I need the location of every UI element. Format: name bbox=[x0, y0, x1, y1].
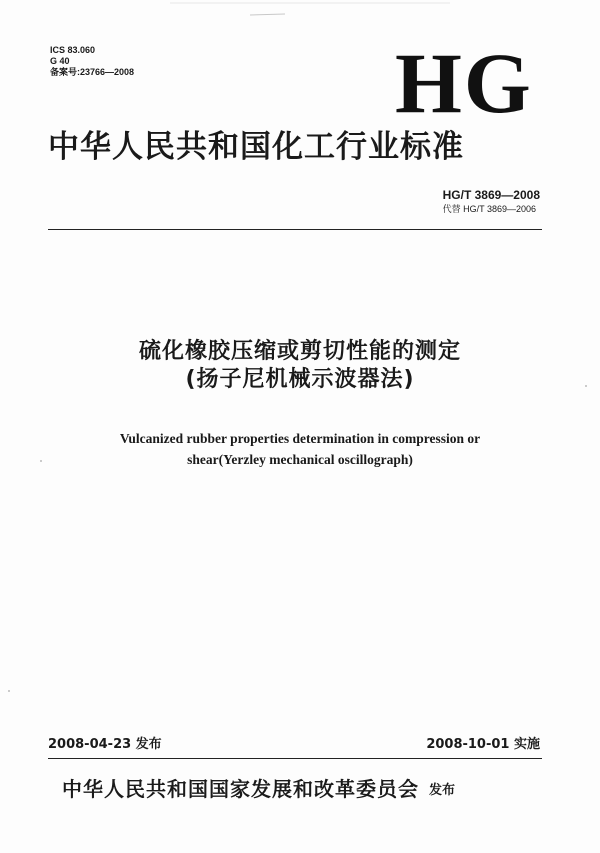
filing-number: 备案号:23766—2008 bbox=[50, 67, 135, 77]
classification-code: G 40 bbox=[50, 56, 70, 66]
english-title bbox=[0, 428, 600, 470]
scan-speck bbox=[8, 690, 10, 692]
effective-date: 2008-10-01 实施 bbox=[426, 737, 540, 752]
standard-title: 中华人民共和国化工行业标准 bbox=[48, 129, 464, 165]
chinese-title-line2: (扬子尼机械示波器法) bbox=[185, 367, 415, 392]
publisher bbox=[62, 776, 455, 804]
standard-code-block bbox=[443, 187, 540, 215]
replaces-code: 代替 HG/T 3869—2006 bbox=[442, 204, 536, 214]
hg-logo: HG bbox=[395, 35, 533, 131]
publisher-suffix: 发布 bbox=[429, 783, 456, 798]
issue-date: 2008-04-23 发布 bbox=[48, 737, 162, 752]
standard-code: HG/T 3869—2008 bbox=[442, 188, 540, 202]
ics-code: ICS 83.060 bbox=[50, 45, 96, 55]
publisher-name: 中华人民共和国国家发展和改革委员会 bbox=[62, 777, 419, 801]
chinese-title-line1: 硫化橡胶压缩或剪切性能的测定 bbox=[138, 339, 461, 364]
scan-speck bbox=[585, 385, 587, 387]
scan-speck bbox=[40, 460, 42, 462]
scan-top-marks bbox=[150, 0, 470, 24]
chinese-title bbox=[0, 338, 600, 394]
top-divider bbox=[48, 229, 542, 230]
english-title-line2: shear(Yerzley mechanical oscillograph) bbox=[187, 452, 413, 467]
classification-meta bbox=[50, 45, 134, 78]
bottom-divider bbox=[48, 758, 542, 759]
english-title-line1: Vulcanized rubber properties determination in compression or bbox=[119, 431, 481, 446]
